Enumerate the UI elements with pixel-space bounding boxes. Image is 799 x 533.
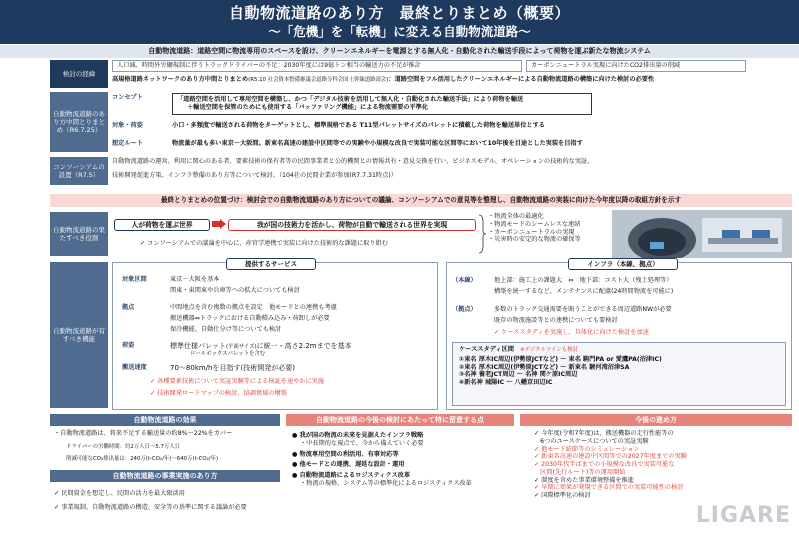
page-header [0,0,799,44]
pack-text-1 [170,342,430,351]
effect-item: ・カーボンニュートラルの実現 [488,228,575,236]
pack-tag: 荷姿 [122,342,135,349]
progress-list [534,430,784,500]
future-item-head: ● 物流専用空間の利活用、有事対応等 [292,450,399,458]
concept-box [172,93,592,115]
background-line-small: (R5.10 社会資本整備審議会道路分科会国土幹線道路部会) [248,77,389,83]
cargo-text: 小口・多頻度で輸送される荷物をターゲットとし、標準規格である T11型パレットサイズのパレットに積載した荷物を輸送単位とする [172,122,545,129]
progress-item: ✓ 国際標準化の検討 [534,492,591,499]
consortium-text-2: 技術開発促進方策、インフラ整備のあり方等について検討。（104社の民間企業が参加(R7.7.31時点)） [112,172,397,179]
progress-item: ✓ 新東名高速の建設中区間等での2027年度までの実験 [534,453,687,461]
effects-list [488,213,608,244]
background-line [112,76,792,88]
progress-item: ✓ 他モード結節等のシミュレーション [534,445,640,453]
progress-item: 6つのユースケースについての実証実験 [534,437,649,445]
future-item-head: ● 他モードとの連携、遅延な設計・運用 [292,461,405,469]
business-item: ✓ 事業規制、自動物流道路の構造、安全等の基準に関する議論が必要 [54,504,247,511]
case-title: ケーススタディ区間 [459,346,514,353]
world-right-pill: 我が国の技術力を活かし、荷物が自動で輸送される世界を実現 [228,219,476,231]
progress-item: ✓ 2030年代半ばまでの小規模な改良で実装可能な [534,461,675,468]
case-study-box [452,342,786,406]
society-note: ✓ コンソーシアムでの議論を中心に、産官学連携で実装に向けた技術的な課題に取り組む [140,240,388,247]
definition-bar: 自動物流道路：道路空間に物流専用のスペースを設け、クリーンエネルギーを電源とする無人化・自動化された輸送手段によって荷物を運ぶ新たな物流システム [0,45,799,58]
infra-title: インフラ（本線、拠点） [568,258,678,270]
concept-line-2: ＋輸送空間を保管のためにも使用する「バッファリング機能」による物流需要の平準化 [187,103,429,111]
effects-panel-title: 自動物流道路の効果 [50,414,280,426]
progress-item: ✓ 今年度(令和7年度)は、搬送機器の走行性能等の [534,430,674,437]
target-text-2: 関東・東関東や兵庫等への拡大についても検討 [170,287,300,294]
concept-line-1: 「道路空間を活用して専用空間を構築し、かつ「デジタル技術を活用して無人化・自動化された輸送手法」により荷物を輸送 [177,96,524,103]
concept-tag: コンセプト [112,94,143,101]
consortium-text-1: 自動物流道路の運営、利用に関心のある者、要素技術の保有者等の民間事業者と公的機関との情報共有・意見交換を行い、ビジネスモデル、オペレーションの技術的な実証、 [112,158,594,165]
effect-item: ・物流モードのシームレスな連結 [488,220,581,228]
background-line-rest: ：道路空間をフル活用したクリーンエネルギーによる自動物流道路の構築に向けた検討の必要性 [388,76,655,83]
future-list [292,432,514,488]
service-panel [112,262,438,410]
business-item: ✓ 民間資金を想定し、民間の活力を最大限活用 [54,490,185,497]
background-label: 検討の経緯 [50,60,108,88]
target-tag: 対象区間 [122,276,147,283]
pack-text-1-main: 標準仕様パレット [170,342,226,350]
pack-text-2: ロールボックスパレットを含む [190,351,266,357]
speed-red-2: ✓ 技術開発ロードマップの検討、協調領域の構築 [150,390,287,397]
base-text-1: 中間地点を含む複数の拠点を設定 他モードとの連携も考慮 [170,304,337,311]
progress-item: ✓ 早期に効果が発現できる区間での実装可能性の検討 [534,484,684,492]
background-box-carbon: カーボンニュートラル実現に向けたCO2排出量の削減 [526,60,746,72]
speed-red-1: ✓ 各種要素技術について実証実験等による検証を速やかに実施 [150,378,325,385]
cargo-tag: 対象・荷姿 [112,122,143,129]
page-subtitle: ～「危機」を「転機」に変える自動物流道路～ [268,23,531,39]
tunnel-illustration-image [612,210,792,258]
main-text-1: 地上部：施工上の課題大 ⇔ 地下部：コスト大（残土処理等） [494,277,673,284]
future-panel-title: 自動物流道路の今後の検討にあたって特に留意する点 [286,414,514,426]
case-item: ①東名 厚木IC周辺(伊勢原JCTなど) ～ 東名 駒門PA or 愛鷹PA(沼津IC) [459,355,662,363]
future-item-head: ● 我が国の物流の未来を見据えたインフラ戦略 [292,432,424,439]
society-label: 自動物流道路の果たすべき役割 [50,212,108,256]
progress-panel-title: 今後の進め方 [520,414,792,426]
future-item-sub: ・中長期的な視点で、今から備えていく必要 [300,439,424,447]
case-item: ④新名神 城陽IC ～ 八幡京田辺IC [459,379,553,386]
pack-text-1-rest: に統一・高さ2.2mまでを基本 [256,342,352,350]
speed-tag: 搬送速度 [122,364,147,371]
brace-icon [478,214,486,254]
route-tag: 想定ルート [112,140,143,147]
speed-text: 70～80km/hを目指す(技術開発が必要) [170,364,295,372]
base-text-3: 保冷機能、自動仕分け等についても検討 [170,326,282,333]
target-text-1: 東京－大阪を基本 [170,276,220,283]
case-item: ②東名 厚木IC周辺(伊勢原JCTなど) ～ 新東名 駿河湾沼津SA [459,363,630,371]
effects-panel-line1: ・自動物流道路は、将来不足する輸送量の約8%～22%をカバー [54,430,233,437]
interim-label: 自動物流道路のあり方中間とりまとめ（R6.7.25） [50,92,108,152]
effects-panel-line3: 削減可能なCO₂排出量は：240万(t-CO₂/年)～640万(t-CO₂/年) [66,456,219,462]
consortium-label: コンソーシアムの設置（R7.5） [50,157,108,185]
world-left-pill: 人が荷物を運ぶ世界 [114,219,210,231]
positioning-bar: 最終とりまとめの位置づけ：検討会での自動物流道路のあり方についての議論、コンソーシアムでの意見等を整理し、自動物流道路の実装に向けた今年度以降の取組方針を示す [50,194,792,207]
service-title: 提供するサービス [226,258,316,270]
case-item: ③名神 養老JCT周辺 ～ 名神 関ケ原IC周辺 [459,371,578,379]
background-box-labor: 人口減、時間外労働規制に伴うトラックドライバーの不足：2030年度には9億トン相当の輸送力の不足が推計 [112,60,522,72]
main-text-2: 構築を統一するなど、メンテナンスに配慮(24時間物流を可能に) [494,288,674,295]
page-title: 自動物流道路のあり方 最終とりまとめ（概要） [228,4,570,22]
background-line-main: 高規格道路ネットワークのあり方中間とりまとめ [112,76,249,83]
effect-item: ・物流全体の最適化 [488,213,544,220]
progress-item: ✓ 制度を含めた事業環境整備を推進 [534,476,634,484]
hub-text-1: 多数のトラック交通需要を賄うことができる周辺道路NWが必要 [494,306,672,313]
hub-text-2: 既存の物流施設等との連携についても要検討 [494,317,618,324]
arrow-right-icon [212,219,226,229]
hub-tag: （拠点） [452,306,477,313]
watermark-logo: LIGARE [695,502,791,528]
future-item-head: ● 自動物流道路によるロジスティクス改革 [292,472,411,479]
future-item-sub: ・物流の規格、システム等の標準化によるロジスティクス改革 [300,479,472,487]
progress-item: 区間(先行ルート)等の運用開始 [534,468,626,476]
route-text: 物流量が最も多い東京－大阪間。新東名高速の建設中区間等での実験や小規模な改良で実装可能な区間等において10年後を目途とした実装を目指す [172,140,583,147]
base-text-2: 搬送機器⇔トラックにおける自動積み込み・荷卸しが必要 [170,315,330,322]
business-panel-title: 自動物流道路の事業実施のあり方 [50,470,280,482]
features-label: 自動物流道路が有すべき機能 [50,262,108,408]
pack-text-1-small: (平面サイズ) [225,344,257,350]
effects-panel-line2: ドライバーの労働時間：約2万人日～5.7万人日 [66,444,181,450]
effect-item: ・災害時の安定的な物流の確保等 [488,236,581,244]
main-tag: （本線） [452,277,477,284]
hub-red: ✓ ケーススタディを実施し、具体化に向けた検討を加速 [494,329,649,336]
case-note: ※デジタルツインも検討 [520,347,578,353]
base-tag: 拠点 [122,304,135,311]
